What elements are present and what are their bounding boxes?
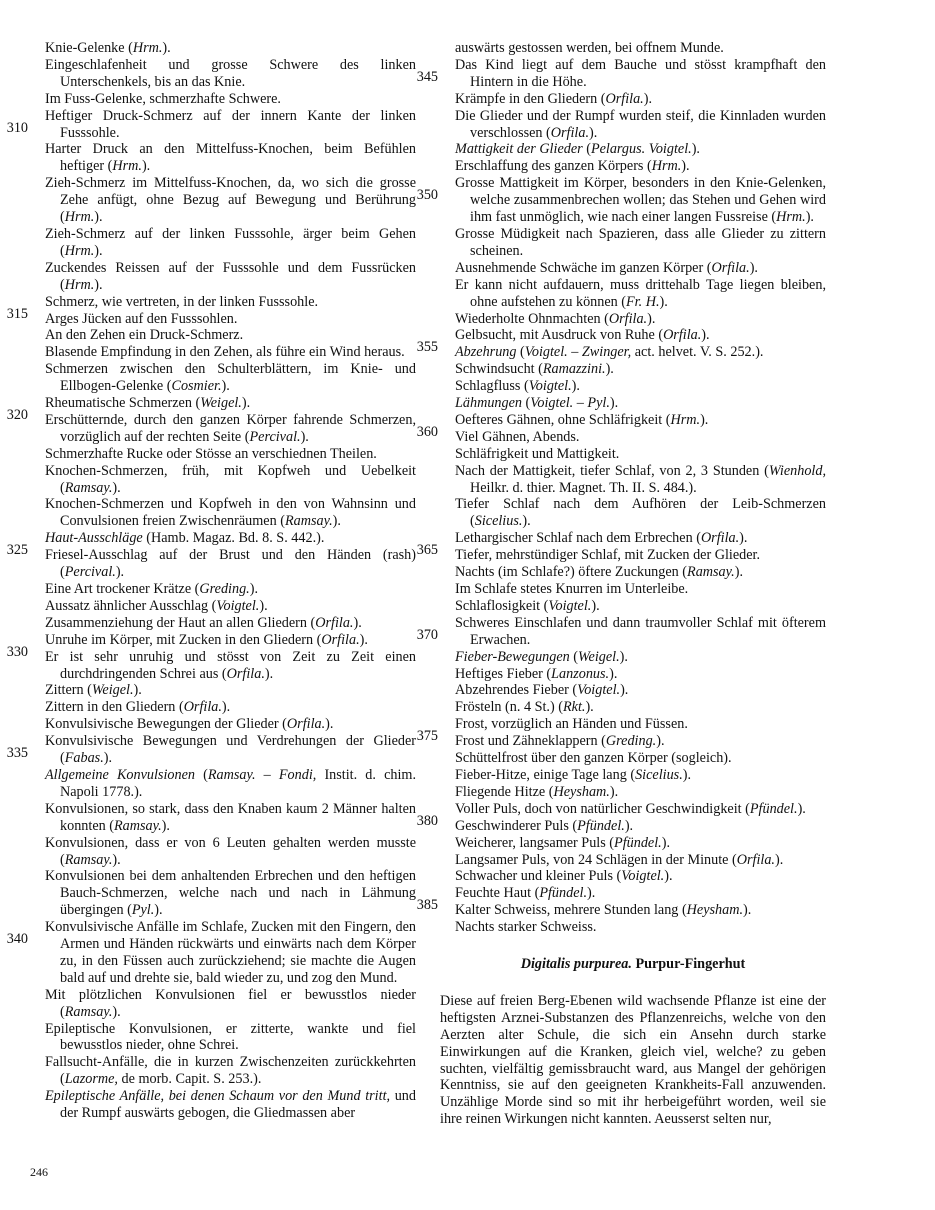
entry-text: Rheumatische Schmerzen ( (45, 395, 201, 412)
entry-italic-text: Orfila. (736, 851, 775, 868)
entry-text: Im Fuss-Gelenke, schmerzhafte Schwere. (45, 90, 281, 107)
entry-italic-text: Hrm. (776, 209, 806, 226)
symptom-entry (30, 801, 416, 835)
entry-text: ). (94, 276, 103, 293)
entry-text: Frost und Zähneklappern ( (455, 733, 606, 750)
entry-text: ). (643, 90, 653, 107)
entry-text: ). (162, 40, 171, 56)
entry-text: Ausnehmende Schwäche im ganzen Körper ( (455, 259, 712, 276)
symptom-entry (440, 547, 826, 564)
symptom-entry: 375 Frost, vorzüglich an Händen und Füssen. (416, 716, 688, 745)
entry-text: Voller Puls, doch von natürlicher Geschwindigkeit ( (455, 800, 750, 817)
symptom-entry: 365 Lethargischer Schlaf nach dem Erbrechen (Orfila.). (416, 530, 748, 559)
entry-italic-text: Hrm. (670, 411, 701, 428)
entry-italic-text: Hrm. (651, 158, 682, 175)
entry-text: ). (659, 293, 668, 310)
symptom-entry (440, 311, 826, 328)
symptom-entry (30, 40, 416, 57)
entry-text: ). (221, 378, 230, 395)
entry-italic-text: Voigtel. (577, 682, 621, 699)
symptom-entry (30, 682, 416, 699)
entry-italic-text: Greding. (605, 733, 657, 750)
symptom-entry (30, 1021, 416, 1055)
entry-text: Schmerzhafte Rucke oder Stösse an verschiednen Theilen. (45, 445, 377, 462)
entry-text: und der Rumpf auswärts gebogen, die Gliedmassen aber (60, 1088, 416, 1122)
entry-italic-text: Orfila. (315, 614, 354, 631)
entry-text: ). (249, 581, 258, 597)
entry-text: Die Glieder und der Rumpf wurden steif, die Kinnladen wurden verschlossen ( (455, 107, 826, 141)
entry-text: Eingeschlafenheit und grosse Schwere des linken Unterschenkels, bis an das Knie. (45, 56, 416, 90)
entry-text: Lethargischer Schlaf nach dem Erbrechen ( (455, 530, 701, 547)
symptom-entry (30, 716, 416, 733)
symptom-entry (440, 564, 826, 581)
symptom-entry (440, 108, 826, 142)
entry-text: ). (774, 851, 784, 868)
entry-text: Erschlaffung des ganzen Körpers ( (455, 158, 652, 175)
entry-text: Epileptische Konvulsionen, er zitterte, wankte und fiel bewusstlos nieder, ohne Schrei. (45, 1020, 416, 1054)
symptom-entry (440, 446, 826, 463)
entry-text: ). (647, 310, 656, 327)
entry-text: Zusammenziehung der Haut an allen Gliedern ( (45, 614, 316, 631)
entry-text: Kalter Schweiss, mehrere Stunden lang ( (455, 902, 687, 919)
entry-text: Konvulsionen bei dem anhaltenden Erbrechen und den heftigen Bauch-Schmerzen, welche nach und nach in Lähmung übergingen ( (45, 868, 416, 919)
entry-italic-text: Pelargus. Voigtel. (590, 141, 692, 158)
entry-text: Schweres Einschlafen und dann traumvoller Schlaf mit öfterem Erwachen. (455, 614, 826, 648)
entry-text: auswärts gestossen werden, bei offnem Munde. (455, 40, 724, 56)
entry-italic-text: Ramsay. (64, 851, 113, 868)
entry-text: ). (221, 699, 231, 716)
left-column (6, 40, 416, 1122)
entry-text: ). (609, 395, 619, 412)
entry-text: Geschwinderer Puls ( (455, 817, 578, 834)
symptom-entry (30, 868, 416, 919)
symptom-entry (440, 767, 826, 784)
entry-text: Im Schlafe stetes Knurren im Unterleibe. (455, 581, 689, 597)
entry-text: ). (112, 479, 121, 496)
entry-text: ). (700, 411, 709, 428)
entry-italic-text: Orfila. (321, 631, 360, 648)
entry-text: ). (682, 766, 692, 783)
entry-italic-text: Pfündel. (539, 885, 587, 902)
entry-italic-text: Orfila. (286, 716, 326, 733)
entry-italic-text: Ramsay. (113, 817, 162, 834)
entry-text: ). (154, 902, 163, 919)
right-column-entries (416, 40, 826, 936)
entry-text: Schwacher und kleiner Puls ( (455, 868, 622, 885)
entry-italic-text: Orfila. (663, 327, 702, 344)
entry-text: ). (522, 513, 531, 530)
entry-text: ). (734, 564, 743, 581)
entry-italic-text: Lähmungen (455, 395, 522, 412)
entry-italic-text: Orfila. (550, 124, 590, 141)
entry-text: ). (681, 158, 690, 175)
entry-italic-text: Hrm. (64, 209, 95, 226)
entry-text: Harter Druck an den Mittelfuss-Knochen, beim Befühlen heftiger ( (45, 141, 416, 175)
entry-text: ). (571, 378, 580, 395)
entry-text: Konvulsivische Anfälle im Schlafe, Zucken mit den Fingern, den Armen und Händen rückwärts und einwärts nach dem Körper zu, in den Füssen auch zurückziehend; sie machte die Augen bald auf und drehte sie, bald wieder zu, und zog den Mund. (45, 919, 416, 986)
section-title-latin: Digitalis purpurea. (520, 956, 632, 973)
symptom-entry (30, 446, 416, 463)
entry-italic-text: Fr. H. (626, 293, 660, 310)
symptom-entry (440, 429, 826, 446)
symptom-entry (440, 598, 826, 615)
symptom-entry: 315 Schmerz, wie vertreten, in der linken Fusssohle. (6, 293, 319, 322)
entry-text: Konvulsivische Bewegungen der Glieder ( (45, 716, 287, 733)
entry-text: ). (112, 851, 121, 868)
entry-text: ). (264, 665, 274, 682)
entry-italic-text: Ramsay. – Fondi, (207, 766, 317, 783)
entry-text: Frösteln (n. 4 St.) ( (455, 699, 563, 716)
entry-italic-text: Orfila. (605, 90, 644, 107)
entry-text: Zittern in den Gliedern ( (45, 699, 184, 716)
entry-italic-text: Hrm. (132, 40, 163, 56)
symptom-entry (440, 835, 826, 852)
symptom-entry (440, 141, 826, 158)
entry-italic-text: Sicelius. (474, 513, 523, 530)
symptom-entry (440, 40, 826, 57)
symptom-entry (30, 1088, 416, 1122)
entry-text: Tiefer, mehrstündiger Schlaf, mit Zucken der Glieder. (455, 547, 761, 564)
entry-text: ). (241, 395, 251, 412)
symptom-entry (30, 699, 416, 716)
symptom-entry (30, 598, 416, 615)
entry-text: Konvulsionen, dass er von 6 Leuten gehalten werden musste ( (45, 834, 416, 868)
entry-italic-text: Hrm. (64, 242, 95, 259)
entry-text: Blasende Empfindung in den Zehen, als führe ein Wind heraus. (45, 344, 405, 361)
symptom-entry (30, 175, 416, 226)
symptom-entry (440, 852, 826, 869)
entry-text: Konvulsivische Bewegungen und Verdrehungen der Glieder ( (45, 733, 416, 767)
section-title-german: Purpur-Fingerhut (635, 956, 746, 973)
symptom-entry: 325 Haut-Ausschläge (Hamb. Magaz. Bd. 8. S. 442.). (6, 530, 325, 559)
entry-italic-text: Pfündel. (577, 817, 625, 834)
entry-italic-text: Heysham. (553, 783, 610, 800)
entry-italic-text: Hrm. (64, 276, 95, 293)
entry-text: ). (797, 800, 806, 817)
entry-text: Aussatz ähnlicher Ausschlag ( (45, 597, 217, 614)
symptom-entry: 350 Grosse Mattigkeit im Körper, besonders in den Knie-Gelenken, welche zusammenbrechen wollen; das Stehen und Gehen wird ihm fast unmöglich, wie nach einer langen Fussreise (Hrm.). (416, 175, 826, 226)
entry-text: Heftiger Druck-Schmerz auf der innern Kante der linken Fusssohle. (45, 107, 416, 141)
entry-text: Heftiges Fieber ( (455, 665, 552, 682)
entry-text: ). (112, 1003, 121, 1020)
symptom-entry (440, 496, 826, 530)
entry-text: ). (141, 158, 151, 175)
entry-text: Unruhe im Körper, mit Zucken in den Gliedern ( (45, 631, 322, 648)
symptom-entry: 320 Rheumatische Schmerzen (Weigel.). (6, 395, 251, 424)
entry-text: Knie-Gelenke ( (45, 40, 133, 56)
entry-italic-text: Ramsay. (64, 1003, 113, 1020)
symptom-entry (440, 699, 826, 716)
section-paragraph: Diese auf freien Berg-Ebenen wild wachsende Pflanze ist eine der heftigsten Arznei-Substanzen des Pflanzenreichs, welche von den Aerzten alter Schule, die sich ein Ansehn durch starke Einwirkungen auf die Kranken, gleich viel, welche? zu geben suchten, vielfältig gemissbraucht ward, aus Mangel der gehörigen Kenntniss, sie auf den geeigneten Krankheits-Fall anzuwenden. Unzählige Morde sind so mit ihr herbeigeführt worden, weil sie ihre reinen Wirkungen nicht kannten. Aeusserst selten nur, (440, 992, 826, 1128)
entry-text: Wiederholte Ohnmachten ( (455, 310, 609, 327)
entry-text: ). (609, 665, 618, 682)
entry-italic-text: Voigtel. – Zwinger, (524, 344, 632, 361)
symptom-entry (440, 868, 826, 885)
entry-text: Schmerzen zwischen den Schulterblättern, im Knie- und Ellbogen-Gelenke ( (45, 361, 416, 395)
symptom-entry: 345 Das Kind liegt auf dem Bauche und stösst krampfhaft den Hintern in die Höhe. (416, 56, 826, 90)
entry-italic-text: Orfila. (226, 665, 265, 682)
entry-text: act. helvet. V. S. 252.). (631, 344, 764, 361)
entry-text: Schlaflosigkeit ( (455, 597, 549, 614)
entry-italic-text: Heysham. (686, 902, 744, 919)
entry-italic-text: Haut-Ausschläge (45, 530, 143, 547)
symptom-entry (440, 260, 826, 277)
entry-text: Feuchte Haut ( (455, 885, 540, 902)
symptom-entry: 370 Schweres Einschlafen und dann traumvoller Schlaf mit öfterem Erwachen. (416, 614, 826, 648)
entry-italic-text: Fabas. (64, 750, 104, 767)
page-number: 246 (30, 1165, 48, 1179)
entry-text: ). (359, 631, 368, 648)
entry-italic-text: Lanzonus. (551, 665, 610, 682)
symptom-entry (30, 327, 416, 344)
entry-italic-text: Percival. (249, 428, 301, 445)
entry-text: ( (569, 648, 579, 665)
entry-text: Schmerz, wie vertreten, in der linken Fusssohle. (45, 293, 319, 310)
entry-text: Er ist sehr unruhig und stösst von Zeit zu Zeit einen durchdringenden Schrei aus ( (45, 648, 416, 682)
entry-italic-text: Pfündel. (614, 834, 662, 851)
entry-text: ( (516, 344, 525, 361)
symptom-entry (440, 649, 826, 666)
entry-italic-text: Allgemeine Konvulsionen (45, 766, 195, 783)
right-column (416, 40, 826, 1128)
entry-italic-text: Ramsay. (687, 564, 735, 581)
entry-text: ). (605, 361, 614, 378)
entry-text: Heilkr. d. thier. Magnet. Th. II. S. 484.). (470, 479, 697, 496)
entry-text: Das Kind liegt auf dem Bauche und stösst krampfhaft den Hintern in die Höhe. (455, 56, 826, 90)
symptom-entry (440, 378, 826, 395)
entry-text: ). (620, 682, 629, 699)
entry-text: ). (133, 682, 142, 699)
entry-italic-text: Ramsay. (64, 479, 113, 496)
symptom-entry (440, 277, 826, 311)
entry-text: Tiefer Schlaf nach dem Aufhören der Leib-Schmerzen ( (455, 496, 826, 530)
entry-text: Knochen-Schmerzen, früh, mit Kopfweh und Uebelkeit ( (45, 462, 416, 496)
entry-text: ). (656, 733, 665, 750)
entry-italic-text: Voigtel. – Pyl. (530, 395, 610, 412)
entry-italic-text: Percival. (64, 564, 116, 581)
entry-italic-text: Pfündel. (749, 800, 798, 817)
entry-text: ). (591, 597, 600, 614)
entry-text: ( (522, 395, 531, 412)
entry-text: Instit. d. chim. Napoli 1778.). (60, 766, 416, 800)
entry-text: ). (587, 885, 596, 902)
entry-text: ). (353, 614, 362, 631)
symptom-entry: 335 Konvulsivische Bewegungen und Verdrehungen der Glieder (Fabas.). (6, 733, 416, 767)
entry-italic-text: Weigel. (200, 395, 242, 412)
entry-italic-text: Cosmier. (171, 378, 222, 395)
entry-text: ). (332, 513, 341, 530)
symptom-entry: 385 Feuchte Haut (Pfündel.). (416, 885, 596, 914)
symptom-entry (30, 344, 416, 361)
entry-text: Zuckendes Reissen auf der Fusssohle und dem Fussrücken ( (45, 259, 416, 293)
entry-italic-text: Fieber-Bewegungen (455, 648, 570, 665)
symptom-entry (30, 311, 416, 328)
symptom-entry (30, 581, 416, 598)
entry-text: Zieh-Schmerz im Mittelfuss-Knochen, da, wo sich die grosse Zehe anfügt, ohne Bezug auf Bewegung und Berührung ( (45, 175, 416, 226)
symptom-entry (30, 141, 416, 175)
entry-text: ). (161, 817, 170, 834)
symptom-entry (440, 344, 826, 361)
entry-text: Mit plötzlichen Konvulsionen fiel er bewusstlos nieder ( (45, 986, 416, 1020)
entry-text: ). (115, 564, 125, 581)
entry-text: Nachts starker Schweiss. (455, 919, 597, 936)
entry-italic-text: Ramazzini. (542, 361, 606, 378)
entry-text: ). (619, 648, 628, 665)
entry-italic-text: Voigtel. (548, 597, 592, 614)
entry-text: Erschütternde, durch den ganzen Körper fahrende Schmerzen, vorzüglich auf der rechten Seite ( (45, 411, 416, 445)
entry-text: Fliegende Hitze ( (455, 783, 554, 800)
entry-italic-text: Orfila. (711, 259, 750, 276)
symptom-entry (30, 835, 416, 869)
symptom-entry (30, 57, 416, 91)
entry-text: Schwindsucht ( (455, 361, 543, 378)
entry-text: ). (805, 209, 814, 226)
entry-text: (Hamb. Magaz. Bd. 8. S. 442.). (142, 530, 325, 547)
entry-text: Viel Gähnen, Abends. (455, 428, 580, 445)
entry-text: ). (624, 817, 634, 834)
entry-text: Eine Art trockener Krätze ( (45, 581, 200, 597)
entry-italic-text: Ramsay. (284, 513, 333, 530)
symptom-entry (30, 987, 416, 1021)
symptom-entry (30, 1054, 416, 1088)
entry-text: ). (103, 750, 113, 767)
entry-text: ). (585, 699, 594, 716)
symptom-entry (30, 496, 416, 530)
entry-text: Konvulsionen, so stark, dass den Knaben kaum 2 Männer halten konnten ( (45, 800, 416, 834)
entry-text: ). (739, 530, 748, 547)
entry-text: Weicherer, langsamer Puls ( (455, 834, 615, 851)
symptom-entry (440, 784, 826, 801)
entry-text: ). (259, 597, 268, 614)
entry-italic-text: Weigel. (578, 648, 620, 665)
symptom-entry (30, 226, 416, 260)
entry-text: Fallsucht-Anfälle, die in kurzen Zwischenzeiten zurückkehrten ( (45, 1054, 416, 1088)
entry-text: Arges Jücken auf den Fusssohlen. (45, 310, 238, 327)
symptom-entry (440, 750, 826, 767)
symptom-entry (440, 158, 826, 175)
entry-text: Fieber-Hitze, einige Tage lang ( (455, 766, 636, 783)
entry-text: Nach der Mattigkeit, tiefer Schlaf, von 2, 3 Stunden ( (455, 462, 769, 479)
entry-text: Knochen-Schmerzen und Kopfweh in den von Wahnsinn und Convulsionen freien Zwischenräumen ( (45, 496, 416, 530)
entry-italic-text: Orfila. (183, 699, 222, 716)
symptom-entry: 340 Konvulsivische Anfälle im Schlafe, Zucken mit den Fingern, den Armen und Händen rückwärts und einwärts nach dem Körper zu, in den Füssen auch zurückziehend; sie machte die Augen bald auf und drehte sie, bald wieder zu, und zog den Mund. (6, 919, 416, 986)
symptom-entry (30, 412, 416, 446)
symptom-entry (440, 581, 826, 598)
entry-italic-text: Mattigkeit der Glieder (455, 141, 583, 158)
entry-text: Frost, vorzüglich an Händen und Füssen. (455, 716, 688, 733)
symptom-entry (440, 666, 826, 683)
entry-text: Schlagfluss ( (455, 378, 529, 395)
entry-text: ). (691, 141, 700, 158)
entry-text: ). (664, 868, 673, 885)
symptom-entry: 310 Heftiger Druck-Schmerz auf der innern Kante der linken Fusssohle. (6, 107, 416, 141)
entry-text: ). (701, 327, 710, 344)
entry-text: ). (609, 783, 619, 800)
entry-text: Grosse Müdigkeit nach Spazieren, dass alle Glieder zu zittern scheinen. (455, 225, 826, 259)
entry-text: ). (325, 716, 334, 733)
symptom-entry (30, 361, 416, 395)
symptom-entry (440, 91, 826, 108)
symptom-entry (440, 818, 826, 835)
entry-italic-text: Weigel. (91, 682, 134, 699)
entry-text: ). (94, 209, 103, 226)
entry-italic-text: Pyl. (131, 902, 155, 919)
symptom-entry (440, 463, 826, 497)
entry-italic-text: Sicelius. (635, 766, 683, 783)
symptom-entry (440, 902, 826, 919)
entry-text: Grosse Mattigkeit im Körper, besonders in den Knie-Gelenken, welche zusammenbrechen wollen; das Stehen und Gehen wird ihm fast unmöglich, wie nach einer langen Fussreise ( (455, 175, 826, 226)
entry-text: ( (194, 766, 208, 783)
entry-text: Abzehrendes Fieber ( (455, 682, 578, 699)
symptom-entry (30, 547, 416, 581)
entry-italic-text: Abzehrung (455, 344, 517, 361)
symptom-entry (440, 733, 826, 750)
entry-italic-text: Voigtel. (216, 597, 260, 614)
entry-text: Krämpfe in den Gliedern ( (455, 90, 606, 107)
entry-text: ). (661, 834, 670, 851)
entry-italic-text: Orfila. (608, 310, 648, 327)
entry-text: Gelbsucht, mit Ausdruck von Ruhe ( (455, 327, 664, 344)
entry-italic-text: Epileptische Anfälle, bei denen Schaum vor den Mund tritt, (45, 1088, 391, 1105)
entry-text: ( (582, 141, 591, 158)
entry-text: Schläfrigkeit und Mattigkeit. (455, 445, 620, 462)
entry-text: Friesel-Ausschlag auf der Brust und den Händen (rash) ( (45, 547, 416, 581)
symptom-entry (440, 919, 826, 936)
entry-text: Nachts (im Schlafe?) öftere Zuckungen ( (455, 564, 688, 581)
entry-text: de morb. Capit. S. 253.). (117, 1071, 262, 1088)
entry-text: ). (300, 428, 309, 445)
symptom-entry (30, 463, 416, 497)
entry-text: ). (743, 902, 752, 919)
entry-text: ). (94, 242, 103, 259)
entry-italic-text: Voigtel. (621, 868, 665, 885)
symptom-entry (440, 361, 826, 378)
symptom-entry (30, 649, 416, 683)
entry-text: An den Zehen ein Druck-Schmerz. (45, 327, 244, 344)
entry-text: Zieh-Schmerz auf der linken Fusssohle, ärger beim Gehen ( (45, 225, 416, 259)
entry-italic-text: Voigtel. (528, 378, 572, 395)
entry-text: Oefteres Gähnen, ohne Schläfrigkeit ( (455, 411, 671, 428)
symptom-entry (30, 767, 416, 801)
entry-text: Er kann nicht aufdauern, muss drittehalb Tage liegen bleiben, ohne aufstehen zu können ( (455, 276, 826, 310)
symptom-entry (30, 91, 416, 108)
section-title (440, 956, 826, 973)
entry-italic-text: Greding. (199, 581, 250, 597)
entry-text: Schüttelfrost über den ganzen Körper (sogleich). (455, 750, 732, 767)
entry-italic-text: Orfila. (700, 530, 740, 547)
symptom-entry: 360 Oefteres Gähnen, ohne Schläfrigkeit (Hrm.). (416, 411, 709, 440)
symptom-entry (440, 226, 826, 260)
symptom-entry (440, 395, 826, 412)
entry-italic-text: Rkt. (562, 699, 586, 716)
symptom-entry (30, 260, 416, 294)
entry-italic-text: Lazorme, (64, 1071, 118, 1088)
symptom-entry (30, 615, 416, 632)
entry-text: ). (749, 259, 758, 276)
entry-text: ). (589, 124, 598, 141)
entry-italic-text: Wienhold, (768, 462, 826, 479)
symptom-entry: 355 Gelbsucht, mit Ausdruck von Ruhe (Orfila.). (416, 327, 710, 356)
symptom-entry (440, 682, 826, 699)
symptom-entry: 330 Unruhe im Körper, mit Zucken in den Gliedern (Orfila.). (6, 631, 368, 660)
entry-italic-text: Hrm. (112, 158, 142, 175)
entry-text: Langsamer Puls, von 24 Schlägen in der Minute ( (455, 851, 737, 868)
entry-text: Zittern ( (45, 682, 92, 699)
symptom-entry: 380 Voller Puls, doch von natürlicher Geschwindigkeit (Pfündel.). (416, 800, 806, 829)
